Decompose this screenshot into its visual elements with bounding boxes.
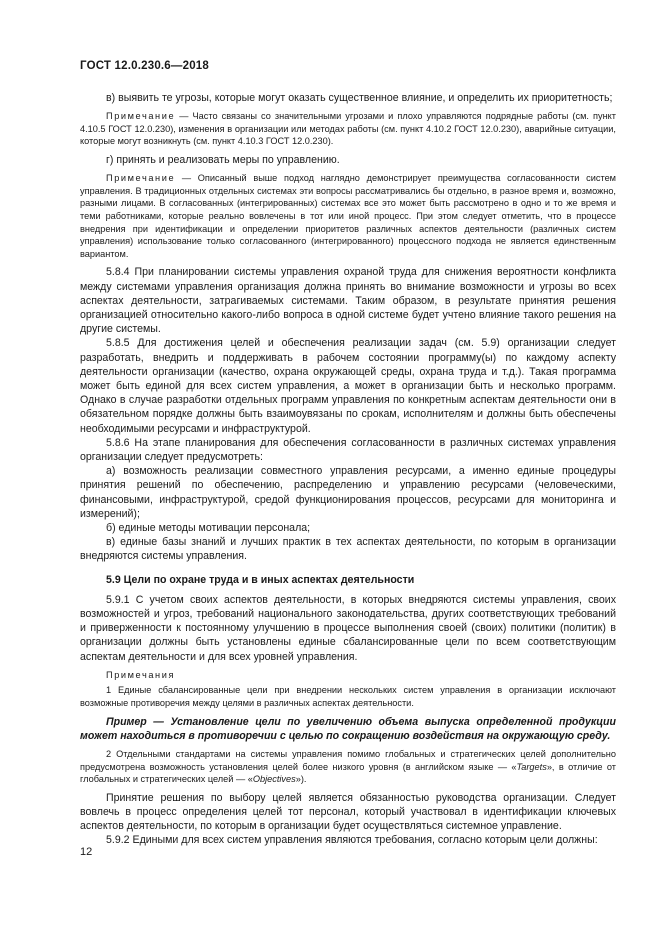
paragraph-item-v: в) выявить те угрозы, которые могут оказать существенное влияние, и определить их приоритетность; (106, 92, 613, 104)
section-heading-5-9: 5.9 Цели по охране труда и в иных аспектах деятельности (106, 573, 415, 586)
note-text: — Часто связаны со значительными угрозами и плохо управляются подрядные работы (см. пункт 4.10.5 ГОСТ 12.0.230), изменения в организации или методах работы (см. пункт 4.10.2 ГОСТ 12.0.230), аварийные ситуации, которые могут возникнуть (см. пункт 4.10.3 ГОСТ 12.0.230). (80, 111, 616, 147)
note-item-2 (80, 748, 616, 786)
term-targets: Targets (516, 761, 547, 772)
paragraph-5-8-6: 5.8.6 На этапе планирования для обеспечения согласованности в различных системах управления организации следует предусмотреть: (80, 436, 616, 463)
paragraph-5-8-6-a: а) возможность реализации совместного управления ресурсами, а именно единые процедуры принятия решений по обеспечению, распределению и управлению ресурсами (человеческими, финансовыми, инфраструктурой, средой функционирования процессов, ресурсами для мониторинга и измерений); (80, 465, 616, 520)
paragraph-5-9-2: 5.9.2 Едиными для всех систем управления являются требования, согласно которым цели должны: (106, 834, 598, 847)
note-text: »). (295, 774, 307, 785)
paragraph-5-8-4: 5.8.4 При планировании системы управления охраной труда для снижения вероятности конфликта между системами управления организация должна принять во внимание возможности и угрозы во всех аспектах деятельности, затрагиваемых системами. Таким образом, в результате принятия решения организацией относительно какого-либо вопроса в одной системе будет учтено влияние такого решения на другие системы. (80, 266, 616, 336)
page-number: 12 (80, 846, 93, 858)
note-label: Примечание (106, 111, 176, 122)
term-objectives: Objectives (252, 774, 296, 785)
paragraph-decision: Принятие решения по выбору целей является обязанностью руководства организации. Следует вовлечь в процесс определения целей тот персонал, который участвовал в идентификации ключевых аспектов деятельности, по которым в организации будет осуществляться системное управление. (80, 791, 616, 833)
note-text: — Описанный выше подход наглядно демонстрирует преимущества согласованности систем управления. В традиционных отдельных системах эти вопросы рассматривались бы отдельно, в разное время и, возможно, разными лицами. В согласованных (интегрированных) системах все это может быть рассмотрено в одно и то же время и теми работниками, которые реально вовлечены в тот или иной процесс. При этом следует отметить, что в процессе внедрения при идентификации и определении приоритетов различных аспектов деятельности (различных систем управления) использование только согласованного (интегрированного) процессного подхода не является единственным вариантом. (80, 173, 616, 259)
note-text: », в отличие от глобальных и стратегических целей — « (80, 761, 616, 785)
paragraph-5-8-6-b: б) единые методы мотивации персонала; (106, 522, 311, 534)
example-text: Пример — Установление цели по увеличению объема выпуска определенной продукции может находиться в противоречии с целью по сокращению воздействия на окружающую среду. (80, 715, 616, 742)
paragraph-5-8-6-c: в) единые базы знаний и лучших практик в тех аспектах деятельности, по которым в организации внедряются системы управления. (80, 536, 616, 563)
note-label: Примечание (106, 173, 176, 184)
notes-label: Примечания (106, 669, 176, 680)
paragraph-item-g: г) принять и реализовать меры по управлению. (106, 153, 340, 166)
paragraph-5-9-1: 5.9.1 С учетом своих аспектов деятельности, в которых внедряются системы управления, своих возможностей и угроз, требований национального законодательства, других соответствующих требований и приверженности к постоянному улучшению в процессе выполнения своей (своих) политики (политик) в организации должны быть установлены единые сбалансированные цели по всем соответствующим аспектам деятельности и для всех уровней управления. (80, 593, 616, 663)
page-content (80, 91, 616, 848)
document-header: ГОСТ 12.0.230.6—2018 (80, 60, 209, 72)
note-item-1: 1 Единые сбалансированные цели при внедрении нескольких систем управления в организации исключают возможные противоречия между целями в различных аспектах деятельности. (80, 685, 616, 709)
note-2 (80, 172, 616, 260)
note-text: 2 Отдельными стандартами на системы управления помимо глобальных и стратегических целей дополнительно предусмотрена возможность установления целей более низкого уровня (в английском языке — « (80, 749, 616, 772)
note-1 (80, 110, 616, 148)
paragraph-5-8-5: 5.8.5 Для достижения целей и обеспечения реализации задач (см. 5.9) организации следует разработать, внедрить и поддерживать в рабочем состоянии программу(ы) по каждому аспекту деятельности организации (качество, охрана окружающей среды, охрана труда и т.д.). Такая программа может быть единой для всех систем управления, а может в организации быть и несколько программ. Однако в случае разработки отдельных программ управления по конкретным аспектам деятельности они в обязательном порядке должны быть взаимоувязаны по срокам, исполнителям и должны быть обеспечены необходимыми ресурсами и инфраструктурой. (80, 337, 616, 435)
